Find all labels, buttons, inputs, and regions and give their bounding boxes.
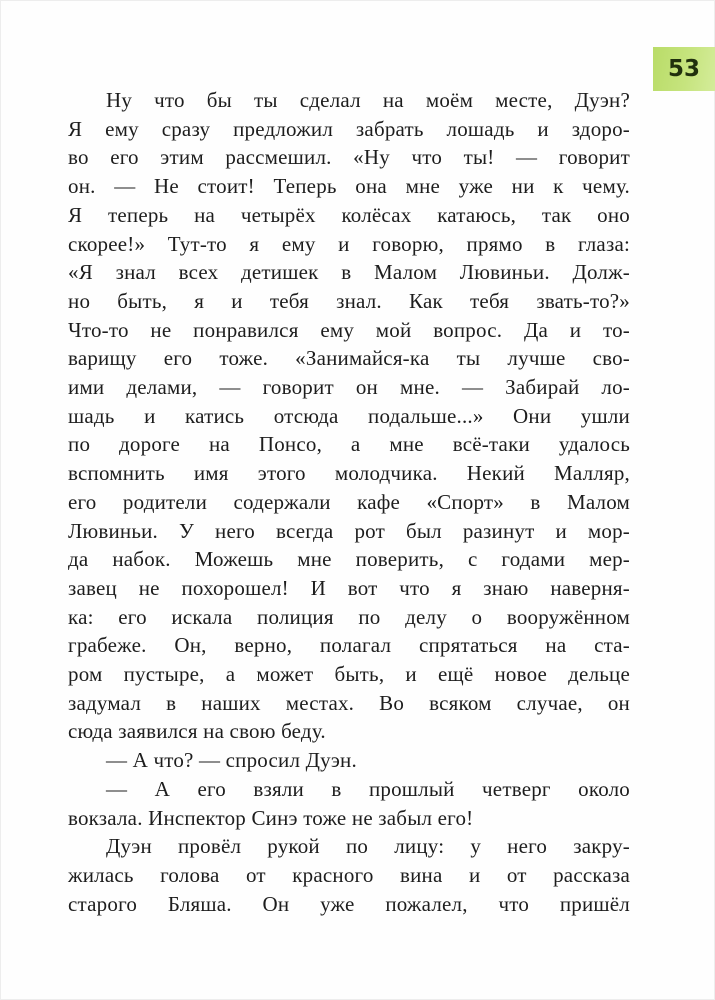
text-line: ром пустыре, а может быть, и ещё новое дельце	[68, 662, 630, 687]
text-line: вокзала. Инспектор Синэ тоже не забыл его!	[68, 805, 474, 830]
text-line: скорее!» Тут-то я ему и говорю, прямо в глаза:	[68, 231, 630, 256]
text-line: Дуэн провёл рукой по лицу: у него закру-	[106, 834, 630, 859]
text-line: ка: его искала полиция по делу о вооружённом	[68, 604, 630, 629]
text-line: старого Бляша. Он уже пожалел, что пришёл	[68, 891, 630, 916]
text-line: — А его взяли в прошлый четверг около	[106, 776, 630, 801]
page-number: 53	[667, 56, 700, 82]
text-line: он. — Не стоит! Теперь она мне уже ни к чему.	[68, 174, 630, 199]
text-line: жилась голова от красного вина и от рассказа	[68, 862, 630, 887]
text-line: вспомнить имя этого молодчика. Некий Малляр,	[68, 461, 630, 486]
text-line: по дороге на Понсо, а мне всё-таки удалось	[68, 432, 630, 457]
text-block	[68, 86, 630, 918]
text-line: Лювиньи. У него всегда рот был разинут и мор-	[68, 518, 630, 543]
text-line: во его этим рассмешил. «Ну что ты! — говорит	[68, 145, 630, 170]
text-line: да набок. Можешь мне поверить, с годами мер-	[68, 547, 630, 572]
text-line: Ну что бы ты сделал на моём месте, Дуэн?	[106, 88, 630, 112]
text-line: Что-то не понравился ему мой вопрос. Да и то-	[68, 317, 630, 342]
text-line: варищу его тоже. «Занимайся-ка ты лучше сво-	[68, 346, 630, 371]
page-number-badge	[653, 47, 715, 91]
text-line: задумал в наших местах. Во всяком случае, он	[68, 690, 630, 715]
text-line: его родители содержали кафе «Спорт» в Малом	[68, 489, 630, 514]
text-line: шадь и катись отсюда подальше...» Они ушли	[68, 403, 630, 428]
text-line: но быть, я и тебя знал. Как тебя звать-то?»	[68, 288, 630, 313]
text-line: Я теперь на четырёх колёсах катаюсь, так оно	[68, 202, 630, 227]
text-line: Я ему сразу предложил забрать лошадь и здоро-	[68, 116, 630, 141]
text-line: «Я знал всех детишек в Малом Лювиньи. Долж-	[68, 260, 630, 285]
text-line: — А что? — спросил Дуэн.	[106, 748, 357, 773]
text-line: грабеже. Он, верно, полагал спрятаться на ста-	[68, 633, 630, 658]
text-line: завец не похорошел! И вот что я знаю наверня-	[68, 575, 630, 600]
text-line: сюда заявился на свою беду.	[68, 719, 326, 744]
text-line: ими делами, — говорит он мне. — Забирай ло-	[68, 375, 630, 400]
